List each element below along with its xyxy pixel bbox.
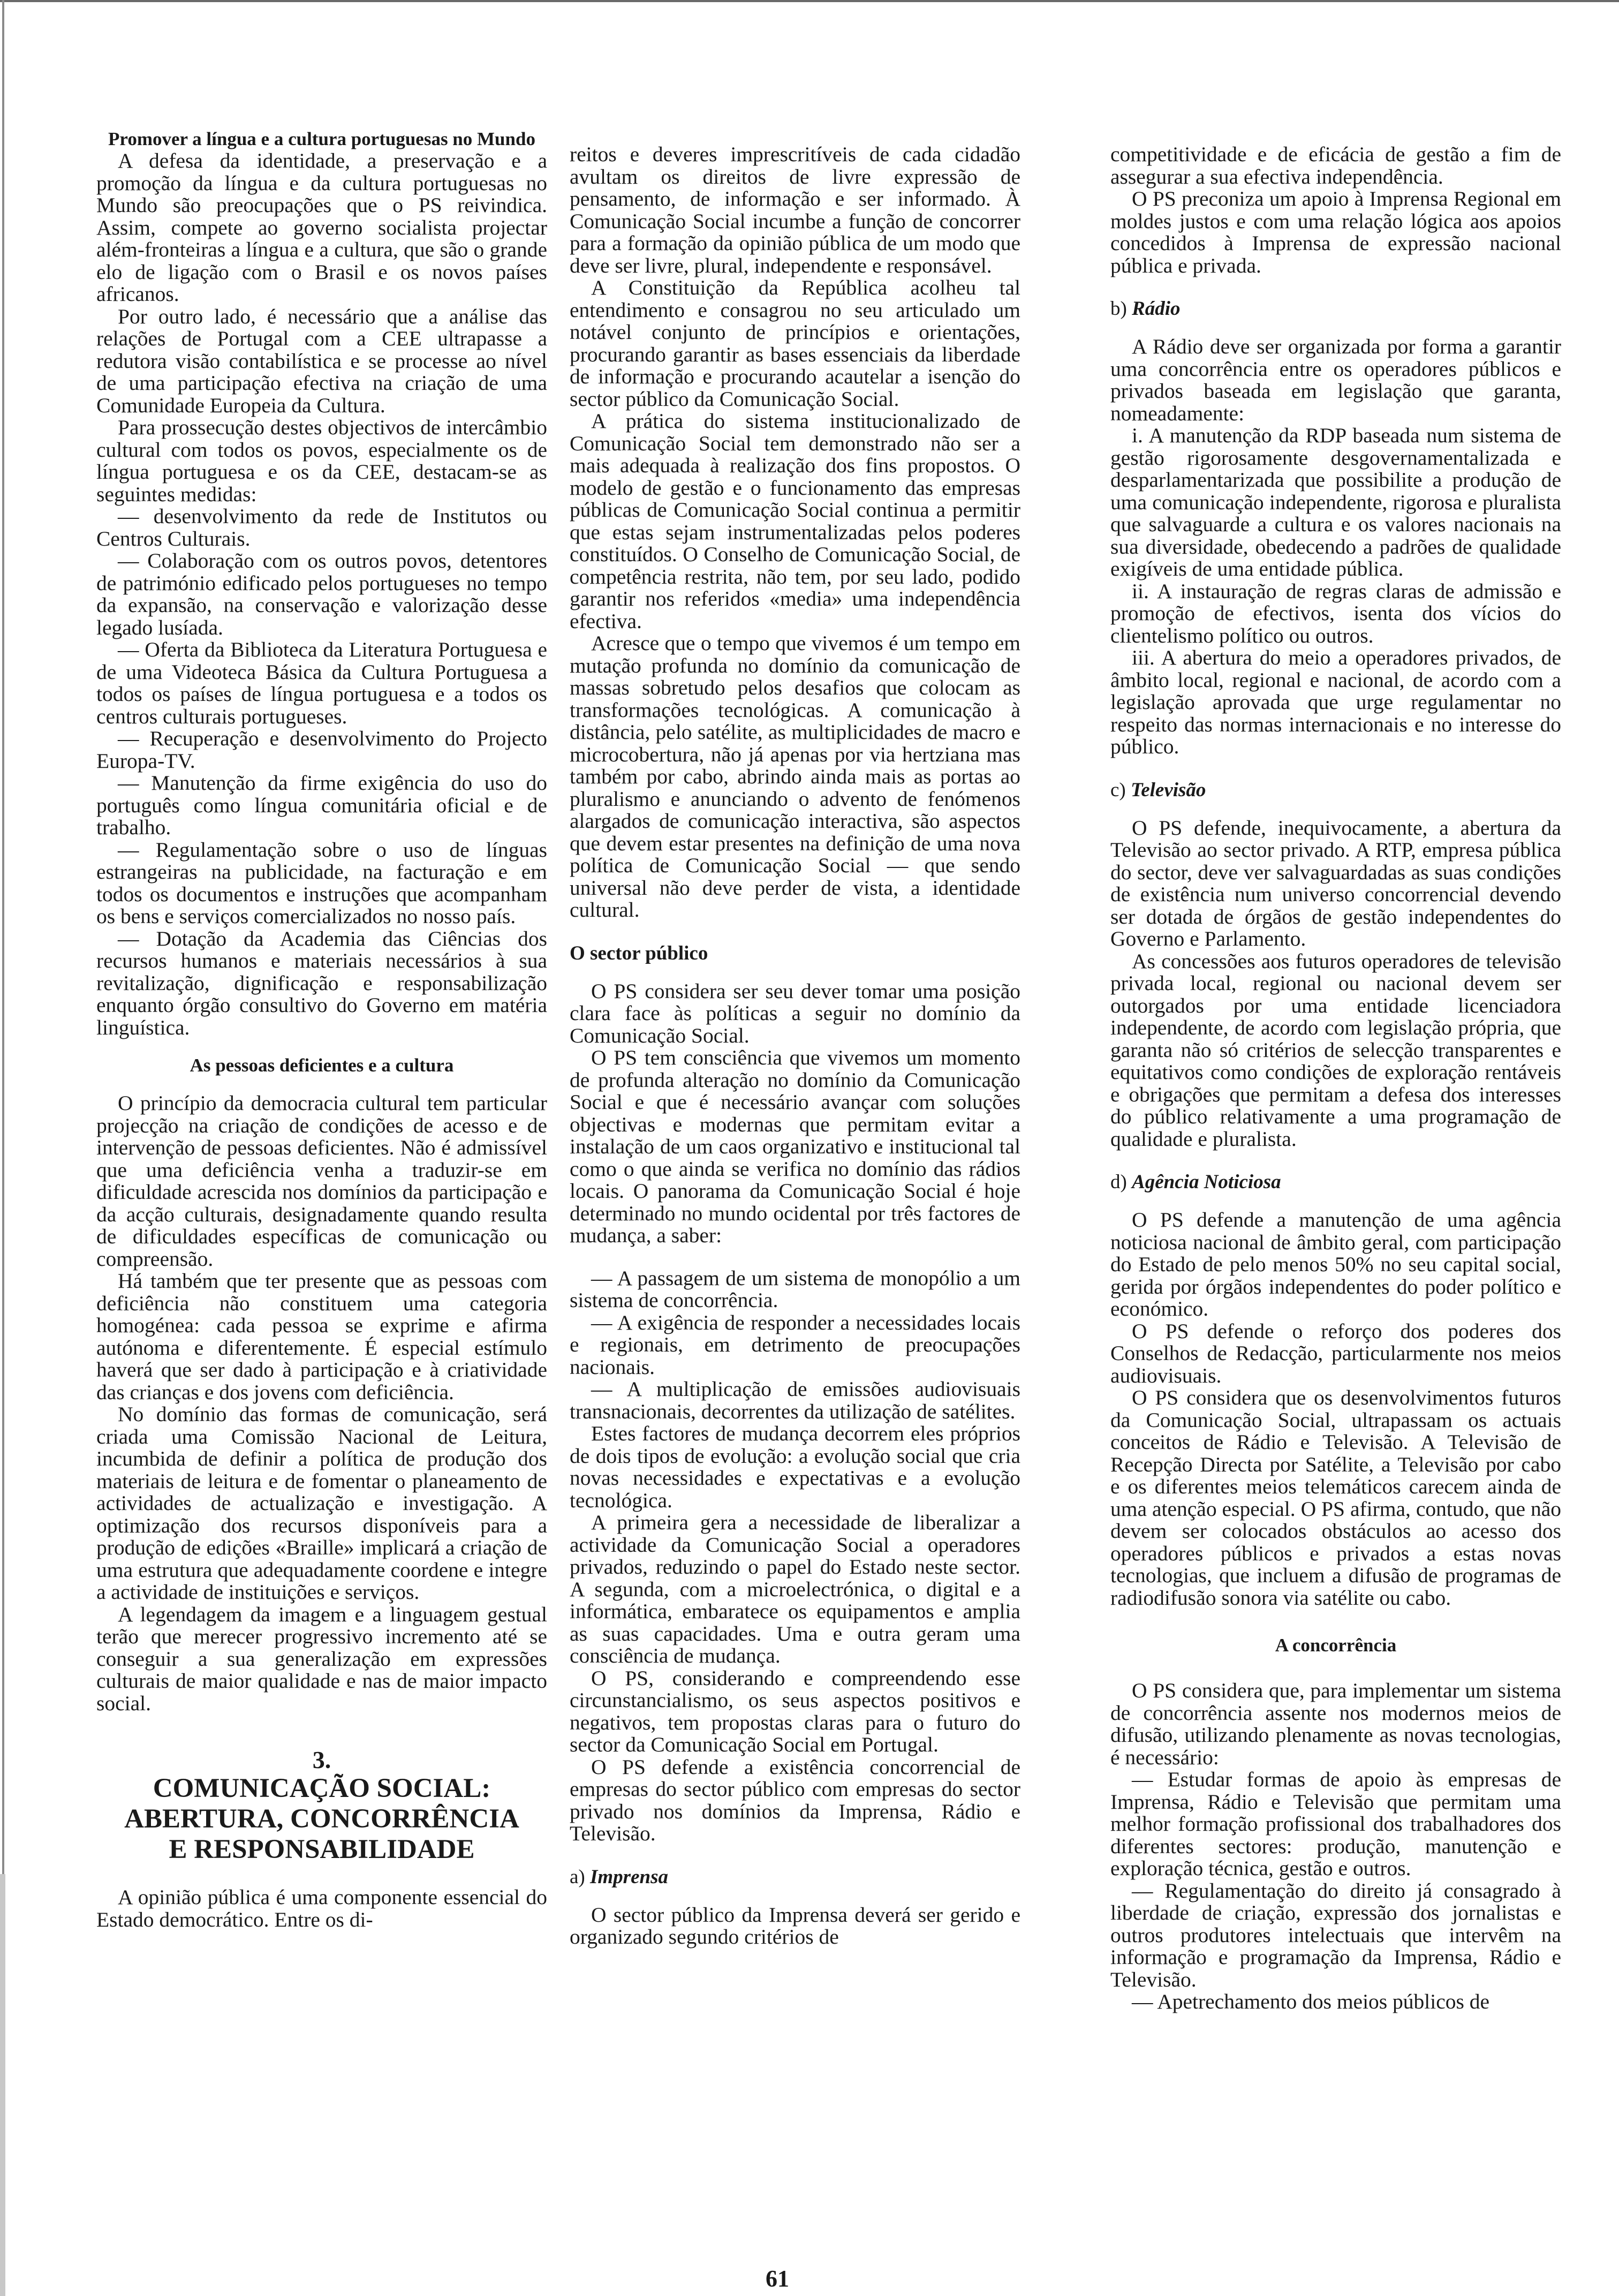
- paragraph: No domínio das formas de comunicação, será criada uma Comissão Nacional de Leitura, incumbida de definir a política de produção dos materiais de leitura e de fomentar o planeamento de actividades de actualização e investigação. A optimização dos recursos disponíveis para a produção de edições «Braille» implicará a criação de uma estrutura que adequadamente coordene e integre a actividade de instituições e serviços.: [96, 1402, 547, 1604]
- heading-sector-publico: O sector público: [570, 942, 708, 964]
- heading-title: Televisão: [1131, 779, 1206, 801]
- list-item: — Regulamentação do direito já consagrado à liberdade de criação, expressão dos jornalistas e outros produtores intelectuais que intervêm na informação e programação da Imprensa, Rádio e Televisão.: [1110, 1878, 1561, 1991]
- heading-imprensa: [570, 1867, 1020, 1888]
- heading-title: Imprensa: [590, 1865, 668, 1888]
- list-item: — A passagem de um sistema de monopólio a um sistema de concorrência.: [570, 1266, 1020, 1312]
- heading-prefix: a): [570, 1865, 585, 1888]
- paragraph: Para prossecução destes objectivos de intercâmbio cultural com todos os povos, especialmente os de língua portuguesa e os da CEE, destacam-se as seguintes medidas:: [96, 416, 547, 506]
- list-item: — A multiplicação de emissões audiovisuais transnacionais, decorrentes da utilização de satélites.: [570, 1377, 1020, 1423]
- column-3: [1110, 144, 1561, 2013]
- paragraph: O princípio da democracia cultural tem particular projecção na criação de condições de acesso e de intervenção de pessoas deficientes. Não é admissível que uma deficiência venha a traduzir-se em dificuldade acrescida nos domínios da participação e da acção culturais, designadamente quando resulta de dificuldades específicas de comunicação ou compreensão.: [96, 1091, 547, 1271]
- paragraph: O PS considera ser seu dever tomar uma posição clara face às políticas a seguir no domínio da Comunicação Social.: [570, 979, 1020, 1047]
- paragraph: A Constituição da República acolheu tal entendimento e consagrou no seu articulado um notável conjunto de princípios e orientações, procurando garantir as bases essenciais da liberdade de informação e procurando acautelar a isenção do sector público da Comunicação Social.: [570, 276, 1020, 411]
- paragraph: A defesa da identidade, a preservação e a promoção da língua e da cultura portuguesas no Mundo são preocupações que o PS reivindica. Assim, compete ao governo socialista projectar além-fronteiras a língua e a cultura, que são o grande elo de ligação com o Brasil e os novos países africanos.: [96, 149, 547, 306]
- paragraph: O PS tem consciência que vivemos um momento de profunda alteração no domínio da Comunicação Social e que é necessário avançar com soluções objectivas e modernas que permitam evitar a instalação de um caos organizativo e institucional tal como o que ainda se verifica no domínio das rádios locais. O panorama da Comunicação Social é hoje determinado no mundo ocidental por três factores de mudança, a saber:: [570, 1046, 1020, 1247]
- paragraph: O PS defende, inequivocamente, a abertura da Televisão ao sector privado. A RTP, empresa pública do sector, deve ver salvaguardadas as suas condições de existência num universo concorrencial devendo ser dotada de órgãos de gestão independentes do Governo e Parlamento.: [1110, 815, 1561, 950]
- scan-edge-top: [0, 0, 1619, 2]
- paragraph: A primeira gera a necessidade de liberalizar a actividade da Comunicação Social a operadores privados, reduzindo o papel do Estado neste sector. A segunda, com a microelectrónica, o digital e a informática, embaratece os equipamentos e amplia as suas capacidades. Uma e outra geram uma consciência de mudança.: [570, 1510, 1020, 1667]
- paragraph: O PS considera que, para implementar um sistema de concorrência assente nos modernos meios de difusão, utilizando plenamente as novas tecnologias, é necessário:: [1110, 1679, 1561, 1769]
- paragraph: Por outro lado, é necessário que a análise das relações de Portugal com a CEE ultrapasse a redutora visão contabilística e se processe ao nível de uma participação efectiva na criação de uma Comunidade Europeia da Cultura.: [96, 304, 547, 417]
- list-item: — Oferta da Biblioteca da Literatura Portuguesa e de uma Videoteca Básica da Cultura Portuguesa a todos os países de língua portuguesa e a todos os centros culturais portugueses.: [96, 638, 547, 728]
- column-2: [570, 144, 1020, 1948]
- heading-televisao: [1110, 780, 1561, 801]
- paragraph: O sector público da Imprensa deverá ser gerido e organizado segundo critérios de: [570, 1902, 1020, 1948]
- list-item: — Manutenção da firme exigência do uso do português como língua comunitária oficial e de trabalho.: [96, 771, 547, 839]
- list-item: — Apetrechamento dos meios públicos de: [1132, 1990, 1490, 2013]
- heading-concorrencia: A concorrência: [1275, 1635, 1397, 1656]
- paragraph: reitos e deveres imprescritíveis de cada cidadão avultam os direitos de livre expressão de pensamento, de informação e ser informado. À Comunicação Social incumbe a função de concorrer para a formação da opinião pública de um modo que deve ser livre, plural, independente e responsável.: [570, 142, 1020, 277]
- column2-block2: [570, 980, 1020, 1845]
- paragraph: O PS defende a existência concorrencial de empresas do sector público com empresas do sector privado nos domínios da Imprensa, Rádio e Televisão.: [570, 1755, 1020, 1845]
- column-1: [96, 129, 547, 1931]
- heading-lingua-cultura: Promover a língua e a cultura portuguesas no Mundo: [108, 129, 535, 149]
- list-item: iii. A abertura do meio a operadores privados, de âmbito local, regional e nacional, de acordo com a legislação aprovada que urge regulamentar no respeito das normas internacionais e no interesse do público.: [1110, 646, 1561, 758]
- list-item: — Estudar formas de apoio às empresas de Imprensa, Rádio e Televisão que permitam uma melhor formação profissional dos trabalhadores dos diferentes sectores: produção, manutenção e exploração técnica, gestão e outros.: [1110, 1768, 1561, 1880]
- list-item: i. A manutenção da RDP baseada num sistema de gestão rigorosamente desgovernamentalizada e desparlamentarizada que possibilite a produção de uma comunicação independente, rigorosa e pluralista que salvaguarde a cultura e os valores nacionais na sua diversidade, obedecendo a padrões de qualidade exigíveis de uma entidade pública.: [1110, 424, 1561, 580]
- list-item: — Recuperação e desenvolvimento do Projecto Europa-TV.: [96, 727, 547, 773]
- column3-block5: [1110, 1680, 1561, 2013]
- page-number: 61: [766, 2265, 789, 2292]
- column3-block1: [1110, 144, 1561, 277]
- paragraph: O PS considera que os desenvolvimentos futuros da Comunicação Social, ultrapassam os actuais conceitos de Rádio e Televisão. A Televisão de Recepção Directa por Satélite, a Televisão por cabo e os diferentes meios telemáticos carecem ainda de uma atenção especial. O PS afirma, contudo, que não devem ser colocados obstáculos ao acesso dos operadores públicos e privados a estas novas tecnologias, que incluem a difusão de programas de radiodifusão sonora via satélite ou cabo.: [1110, 1386, 1561, 1610]
- heading-title: Rádio: [1132, 298, 1181, 320]
- section-title-line: ABERTURA, CONCORRÊNCIA: [124, 1804, 519, 1834]
- paragraph: O PS, considerando e compreendendo esse circunstancialismo, os seus aspectos positivos e negativos, tem propostas claras para o futuro do sector da Comunicação Social em Portugal.: [570, 1666, 1020, 1756]
- heading-prefix: d): [1110, 1171, 1127, 1193]
- heading-agencia-noticiosa: [1110, 1172, 1561, 1193]
- heading-radio: [1110, 298, 1561, 320]
- heading-pessoas-deficientes: As pessoas deficientes e a cultura: [190, 1055, 454, 1076]
- column3-block4: [1110, 1209, 1561, 1609]
- paragraph: Estes factores de mudança decorrem eles próprios de dois tipos de evolução: a evolução social que cria novas necessidades e expectativas e a evolução tecnológica.: [570, 1422, 1020, 1512]
- paragraph: Acresce que o tempo que vivemos é um tempo em mutação profunda no domínio da comunicação de massas sobretudo pelos desafios que colocam as transformações tecnológicas. A comunicação à distância, pelo satélite, as multiplicidades de macro e microcobertura, não já apenas por via hertziana mas também por cabo, abrindo ainda mais as portas ao pluralismo e anunciando o advento de fenómenos alargados de comunicação interactiva, são aspectos que devem estar presentes na definição de uma nova política de Comunicação Social — que sendo universal não deve perder de vista, a identidade cultural.: [570, 631, 1020, 922]
- paragraph: Há também que ter presente que as pessoas com deficiência não constituem uma categoria homogénea: cada pessoa se exprime e afirma autónoma e diferentemente. É especial estímulo haverá que ser dado à participação e à criatividade das crianças e dos jovens com deficiência.: [96, 1269, 547, 1404]
- paragraph: A Rádio deve ser organizada por forma a garantir uma concorrência entre os operadores públicos e privados baseada em legislação que garanta, nomeadamente:: [1110, 335, 1561, 425]
- paragraph: O PS preconiza um apoio à Imprensa Regional em moldes justos e com uma relação lógica aos apoios concedidos à Imprensa de expressão nacional pública e privada.: [1110, 187, 1561, 277]
- list-item: — Dotação da Academia das Ciências dos recursos humanos e materiais necessários à sua revitalização, dignificação e responsabilização enquanto órgão consultivo do Governo em matéria linguística.: [96, 926, 547, 1039]
- column2-block1: [570, 144, 1020, 922]
- section-number: 3.: [312, 1746, 331, 1773]
- section-title-line: COMUNICAÇÃO SOCIAL:: [153, 1773, 491, 1803]
- column1-block1: [96, 150, 547, 1039]
- scan-edge-shadow: [0, 1874, 5, 2296]
- list-item: — A exigência de responder a necessidades locais e regionais, em detrimento de preocupações nacionais.: [570, 1310, 1020, 1379]
- column3-block2: [1110, 336, 1561, 758]
- paragraph: competitividade e de eficácia de gestão a fim de assegurar a sua efectiva independência.: [1110, 142, 1561, 188]
- column1-block2: [96, 1092, 547, 1715]
- heading-prefix: c): [1110, 779, 1126, 801]
- list-item: — desenvolvimento da rede de Institutos ou Centros Culturais.: [96, 504, 547, 550]
- heading-prefix: b): [1110, 298, 1127, 320]
- heading-title: Agência Noticiosa: [1132, 1171, 1281, 1193]
- paragraph: A opinião pública é uma componente essencial do Estado democrático. Entre os di-: [96, 1885, 547, 1931]
- paragraph: A legendagem da imagem e a linguagem gestual terão que merecer progressivo incremento até se conseguir a sua generalização em expressões culturais de maior qualidade e nas de maior impacto social.: [96, 1602, 547, 1715]
- paragraph: As concessões aos futuros operadores de televisão privada local, regional ou nacional devem ser outorgados por uma entidade licenciadora independente, de acordo com legislação própria, que garanta não só critérios de selecção transparentes e equitativos como condições de exploração rentáveis e obrigações que permitam a defesa dos interesses do público relativamente a uma programação de qualidade e pluralista.: [1110, 949, 1561, 1151]
- section-title-line: E RESPONSABILIDADE: [169, 1834, 475, 1864]
- list-item: ii. A instauração de regras claras de admissão e promoção de efectivos, isenta dos vícios do clientelismo político ou outros.: [1110, 579, 1561, 647]
- list-item: — Colaboração com os outros povos, detentores de património edificado pelos portugueses no tempo da expansão, na conservação e valorização desse legado lusíada.: [96, 549, 547, 639]
- paragraph: O PS defende o reforço dos poderes dos Conselhos de Redacção, particularmente nos meios audiovisuais.: [1110, 1319, 1561, 1387]
- column3-block3: [1110, 817, 1561, 1151]
- paragraph: O PS defende a manutenção de uma agência noticiosa nacional de âmbito geral, com participação do Estado de pelo menos 50% no seu capital social, gerida por órgãos independentes do poder político e económico.: [1110, 1208, 1561, 1320]
- list-item: — Regulamentação sobre o uso de línguas estrangeiras na publicidade, na facturação e em todos os documentos e instruções que acompanham os bens e serviços comercializados no nosso país.: [96, 837, 547, 928]
- section-title: [96, 1773, 547, 1865]
- paragraph: A prática do sistema institucionalizado de Comunicação Social tem demonstrado não ser a mais adequada à realização dos fins propostos. O modelo de gestão e o funcionamento das empresas públicas de Comunicação Social continua a permitir que estas sejam instrumentalizadas pelos poderes constituídos. O Conselho de Comunicação Social, de competência restrita, não tem, por seu lado, podido garantir nos referidos «media» uma independência efectiva.: [570, 409, 1020, 633]
